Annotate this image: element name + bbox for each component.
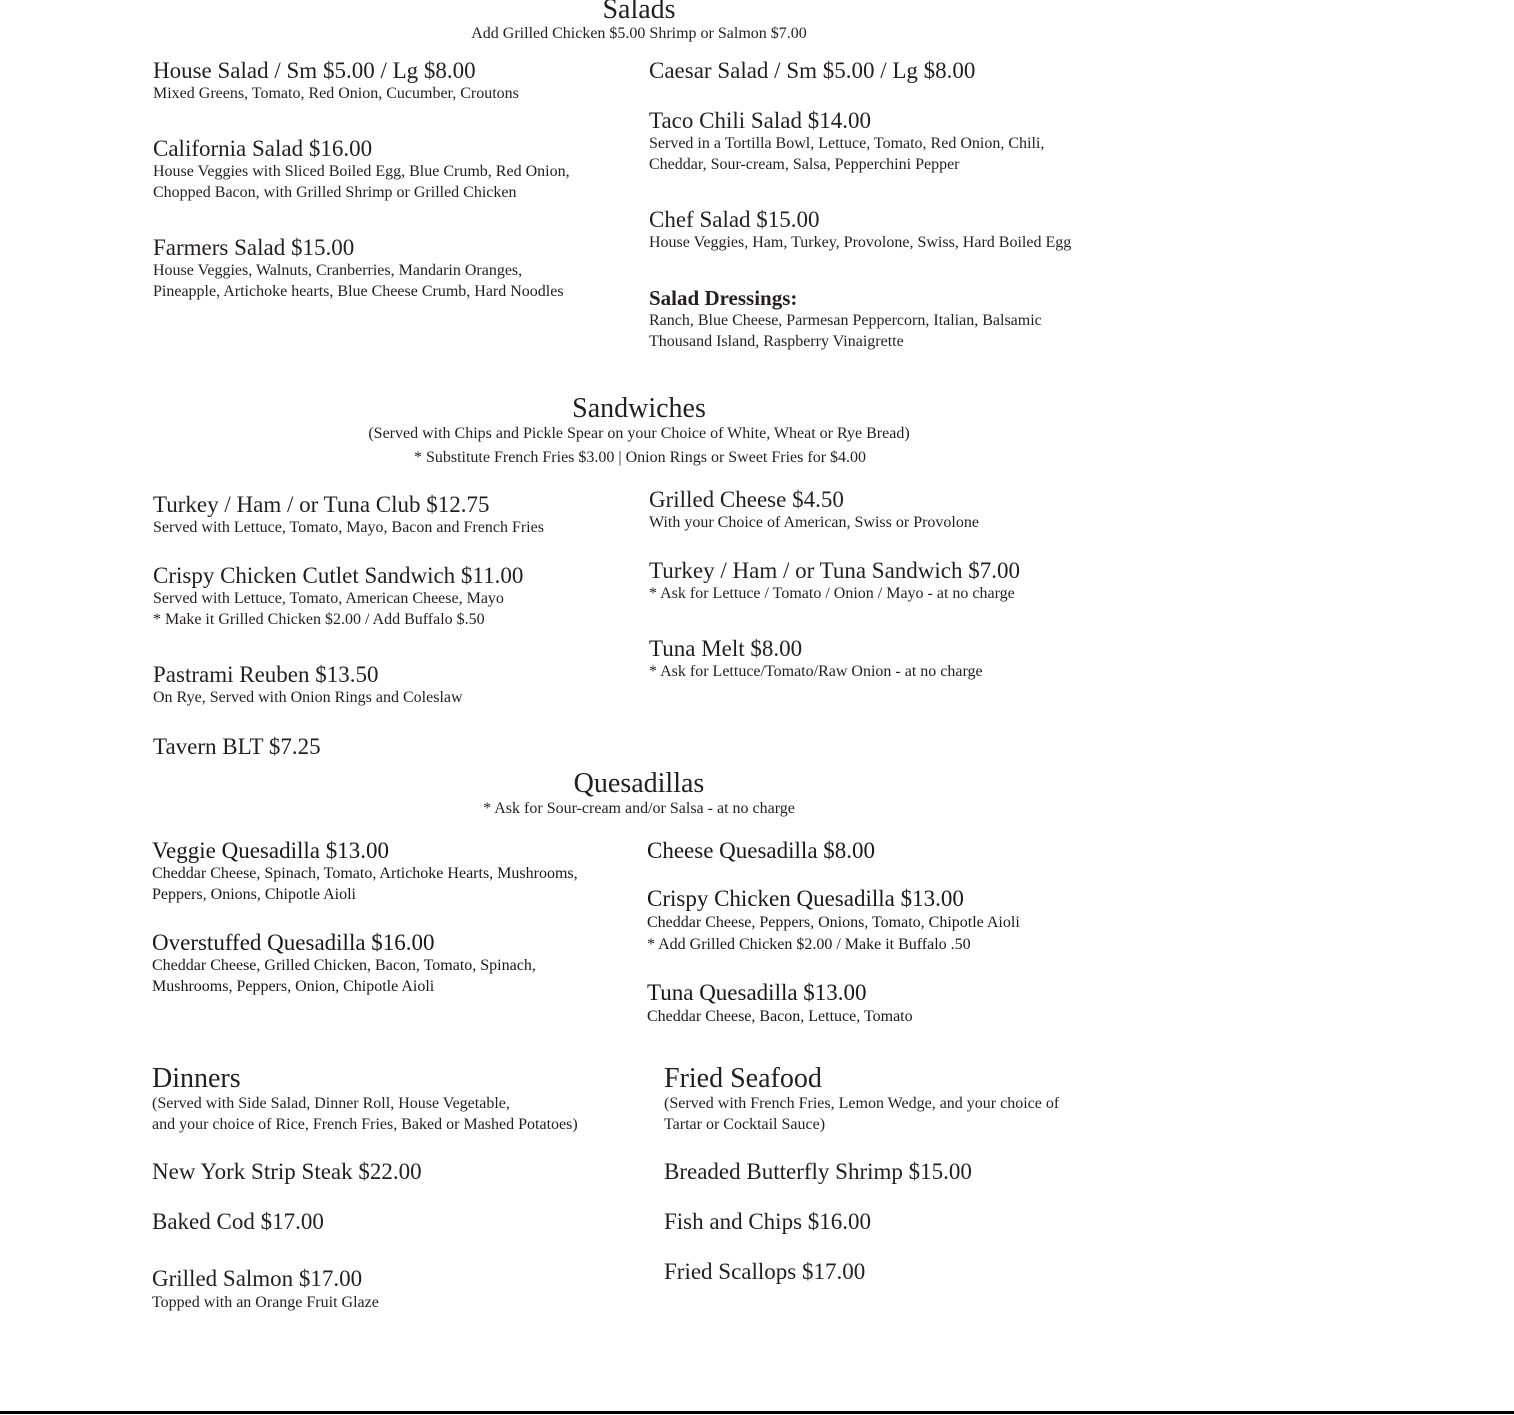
item-desc: * Add Grilled Chicken $2.00 / Make it Buffalo .50 [647,936,971,953]
item-desc: Cheddar Cheese, Peppers, Onions, Tomato, Chipotle Aioli [647,914,1020,931]
item-name: Grilled Cheese $4.50 [649,487,844,512]
dressings-line: Thousand Island, Raspberry Vinaigrette [649,333,904,350]
item-desc: Mixed Greens, Tomato, Red Onion, Cucumber, Croutons [153,85,519,102]
item-desc: With your Choice of American, Swiss or Provolone [649,514,979,531]
item-desc: Cheddar Cheese, Spinach, Tomato, Artichoke Hearts, Mushrooms, [152,865,578,882]
salads-title: Salads [602,0,676,25]
item-name: Crispy Chicken Cutlet Sandwich $11.00 [153,563,524,588]
bottom-divider [0,1411,1514,1414]
item-name: Turkey / Ham / or Tuna Sandwich $7.00 [649,558,1020,583]
sandwiches-title: Sandwiches [572,393,706,424]
quesadillas-title: Quesadillas [573,768,705,799]
dressings-title: Salad Dressings: [649,286,798,310]
item-desc: Served in a Tortilla Bowl, Lettuce, Tomato, Red Onion, Chili, [649,135,1045,152]
item-name: Caesar Salad / Sm $5.00 / Lg $8.00 [649,58,976,83]
item-name: Crispy Chicken Quesadilla $13.00 [647,886,964,911]
item-desc: Topped with an Orange Fruit Glaze [152,1294,379,1311]
item-name: Tuna Quesadilla $13.00 [647,980,867,1005]
item-desc: House Veggies, Ham, Turkey, Provolone, Swiss, Hard Boiled Egg [649,234,1072,251]
sandwiches-note: (Served with Chips and Pickle Spear on your Choice of White, Wheat or Rye Bread) [368,425,910,442]
item-name: Veggie Quesadilla $13.00 [152,838,389,863]
item-desc: Peppers, Onions, Chipotle Aioli [152,886,356,903]
item-desc: Cheddar Cheese, Bacon, Lettuce, Tomato [647,1008,913,1025]
item-desc: * Ask for Lettuce / Tomato / Onion / Mayo - at no charge [649,585,1015,602]
item-desc: Cheddar Cheese, Grilled Chicken, Bacon, Tomato, Spinach, [152,957,536,974]
item-name: Fried Scallops $17.00 [664,1259,866,1284]
item-name: Tavern BLT $7.25 [153,734,321,759]
item-name: Taco Chili Salad $14.00 [649,108,871,133]
dinners-title: Dinners [152,1063,241,1094]
item-name: Overstuffed Quesadilla $16.00 [152,930,435,955]
item-desc: Mushrooms, Peppers, Onion, Chipotle Aioli [152,978,435,995]
item-name: Chef Salad $15.00 [649,207,820,232]
item-desc: Chopped Bacon, with Grilled Shrimp or Grilled Chicken [153,184,517,201]
dinners-note: and your choice of Rice, French Fries, Baked or Mashed Potatoes) [152,1116,578,1133]
item-name: New York Strip Steak $22.00 [152,1159,422,1184]
dressings-line: Ranch, Blue Cheese, Parmesan Peppercorn, Italian, Balsamic [649,312,1042,329]
item-desc: * Make it Grilled Chicken $2.00 / Add Buffalo $.50 [153,611,485,628]
item-name: Turkey / Ham / or Tuna Club $12.75 [153,492,490,517]
item-name: Pastrami Reuben $13.50 [153,662,379,687]
item-name: Fish and Chips $16.00 [664,1209,872,1234]
fried-seafood-note: Tartar or Cocktail Sauce) [664,1116,826,1133]
fried-seafood-title: Fried Seafood [664,1063,822,1094]
fried-seafood-note: (Served with French Fries, Lemon Wedge, and your choice of [664,1095,1060,1112]
item-desc: Served with Lettuce, Tomato, American Cheese, Mayo [153,590,504,607]
item-desc: On Rye, Served with Onion Rings and Coleslaw [153,689,463,706]
item-desc: Served with Lettuce, Tomato, Mayo, Bacon and French Fries [153,519,544,536]
item-name: Breaded Butterfly Shrimp $15.00 [664,1159,972,1184]
item-name: Tuna Melt $8.00 [649,636,803,661]
quesadillas-note: * Ask for Sour-cream and/or Salsa - at no charge [483,800,795,817]
salads-note: Add Grilled Chicken $5.00 Shrimp or Salmon $7.00 [471,25,807,42]
sandwiches-note: * Substitute French Fries $3.00 | Onion Rings or Sweet Fries for $4.00 [413,449,867,466]
dinners-note: (Served with Side Salad, Dinner Roll, House Vegetable, [152,1095,510,1112]
item-desc: * Ask for Lettuce/Tomato/Raw Onion - at no charge [649,663,983,680]
item-name: California Salad $16.00 [153,136,373,161]
item-desc: House Veggies with Sliced Boiled Egg, Blue Crumb, Red Onion, [153,163,570,180]
item-desc: House Veggies, Walnuts, Cranberries, Mandarin Oranges, [153,262,523,279]
item-name: Farmers Salad $15.00 [153,235,355,260]
item-desc: Pineapple, Artichoke hearts, Blue Cheese Crumb, Hard Noodles [153,283,564,300]
item-name: Baked Cod $17.00 [152,1209,324,1234]
item-name: Grilled Salmon $17.00 [152,1266,363,1291]
item-name: Cheese Quesadilla $8.00 [647,838,876,863]
item-name: House Salad / Sm $5.00 / Lg $8.00 [153,58,476,83]
item-desc: Cheddar, Sour-cream, Salsa, Pepperchini Pepper [649,156,960,173]
